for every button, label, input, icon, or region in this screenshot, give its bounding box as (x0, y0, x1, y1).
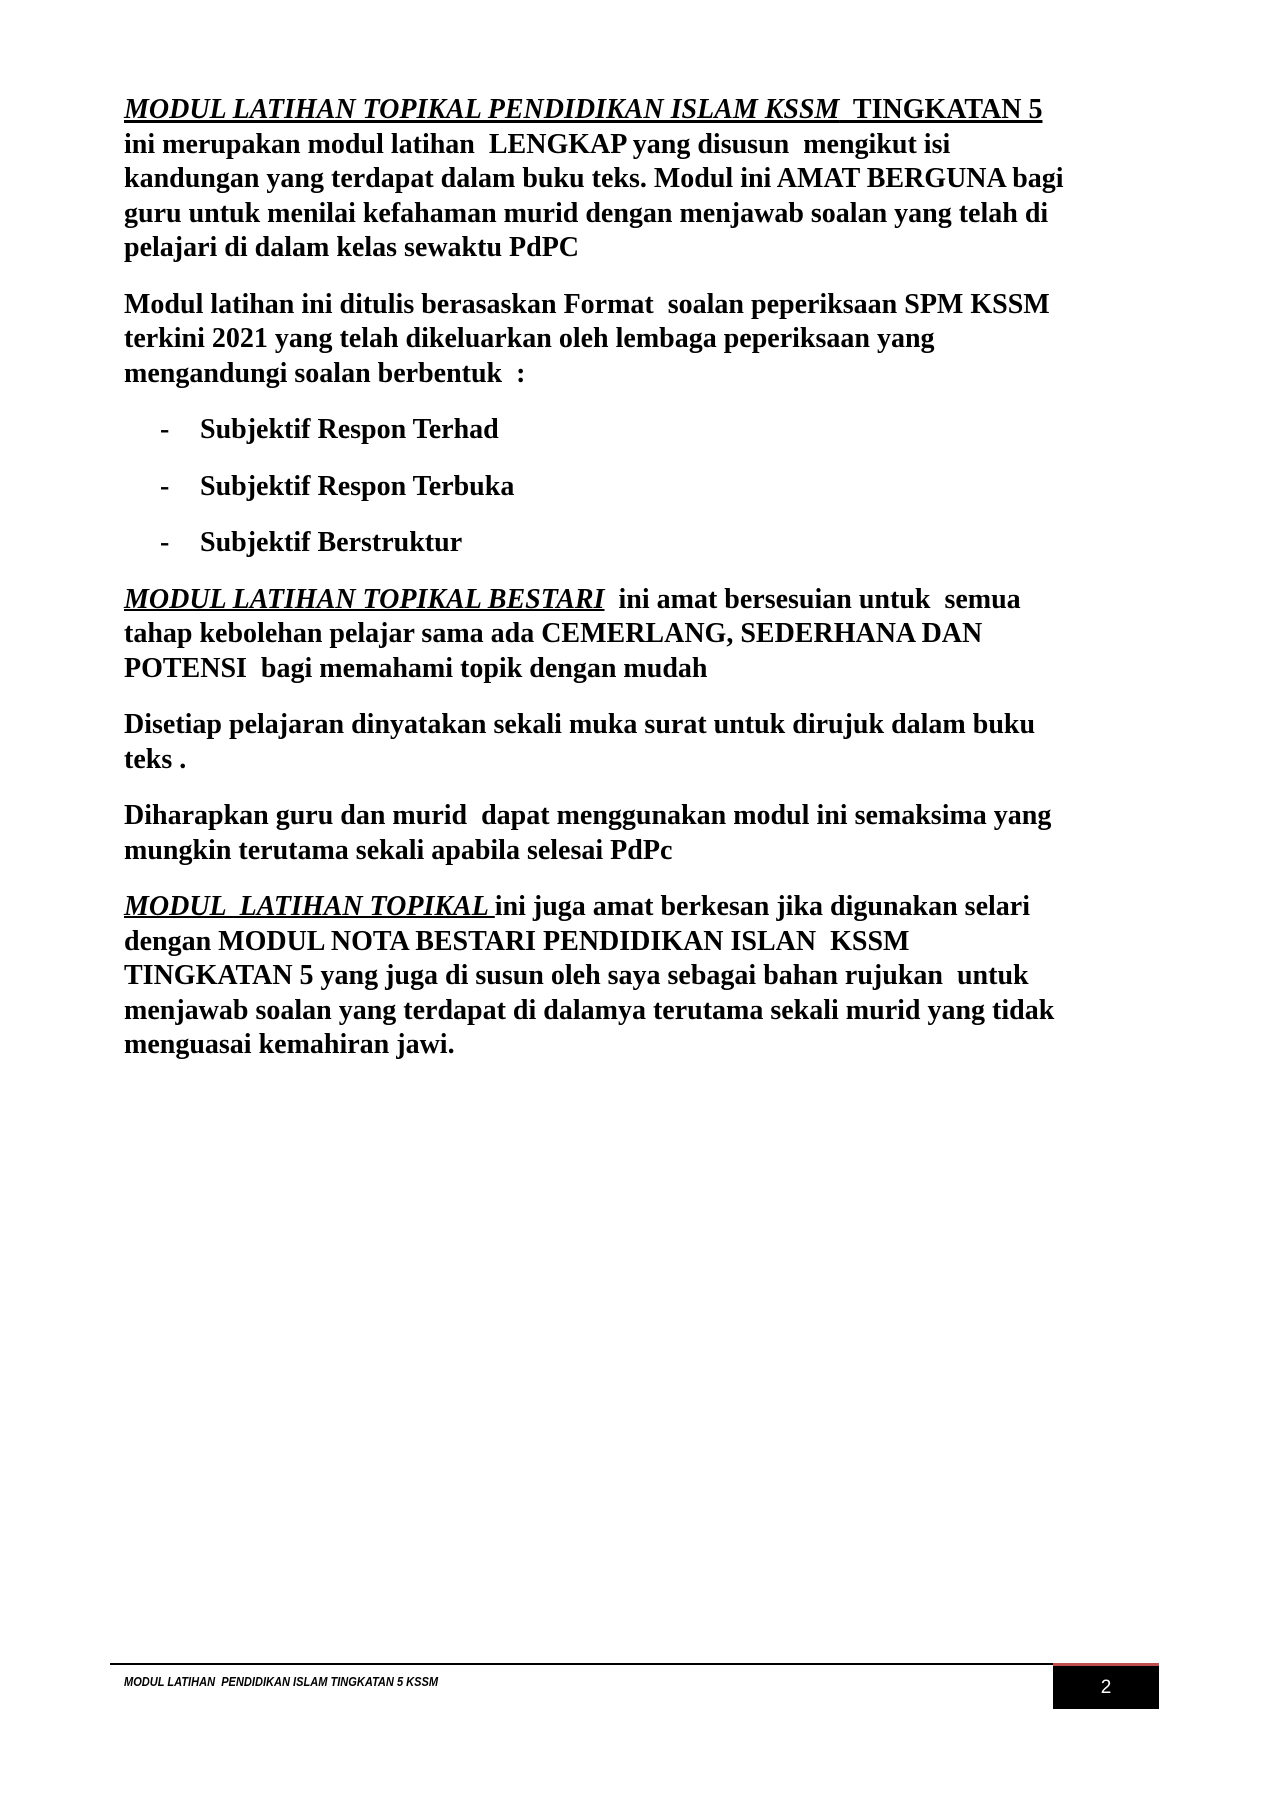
page-number: 2 (1100, 1676, 1112, 1698)
dash-bullet-icon: - (160, 527, 170, 558)
text-line: MODUL LATIHAN TOPIKAL ini juga amat berkesan jika digunakan selari (124, 891, 1030, 922)
footer-divider (110, 1663, 1053, 1665)
document-title: MODUL LATIHAN TOPIKAL PENDIDIKAN ISLAM KSSM TINGKATAN 5 (124, 94, 1043, 125)
intro-paragraph (124, 93, 1224, 266)
text-line: mungkin terutama sekali apabila selesai PdPc (124, 834, 673, 866)
page-content (124, 93, 1224, 1063)
text-line: kandungan yang terdapat dalam buku teks. Modul ini AMAT BERGUNA bagi (124, 163, 1064, 194)
text-line: terkini 2021 yang telah dikeluarkan oleh lembaga peperiksaan yang (124, 323, 935, 354)
text-line: TINGKATAN 5 yang juga di susun oleh saya sebagai bahan rujukan untuk (124, 960, 1029, 991)
text-line: MODUL LATIHAN TOPIKAL BESTARI ini amat bersesuian untuk semua (124, 583, 1021, 615)
dash-bullet-icon: - (160, 470, 170, 502)
text-line: Disetiap pelajaran dinyatakan sekali muka surat untuk dirujuk dalam buku (124, 709, 1036, 740)
text-line: dengan MODUL NOTA BESTARI PENDIDIKAN ISLAN KSSM (124, 925, 910, 957)
text-line: menguasai kemahiran jawi. (124, 1029, 455, 1060)
bestari-paragraph (124, 583, 1224, 687)
text-line: teks . (124, 743, 187, 775)
text-line: mengandungi soalan berbentuk : (124, 357, 526, 389)
footer-text: MODUL LATIHAN PENDIDIKAN ISLAM TINGKATAN 5 KSSM (124, 1674, 439, 1689)
text-line: tahap kebolehan pelajar sama ada CEMERLANG, SEDERHANA DAN (124, 618, 983, 649)
format-paragraph (124, 288, 1224, 392)
bullet-item: - Subjektif Berstruktur (124, 526, 1224, 561)
nota-paragraph (124, 890, 1224, 1063)
text-line: guru untuk menilai kefahaman murid dengan menjawab soalan yang telah di (124, 197, 1049, 229)
text-line: POTENSI bagi memahami topik dengan mudah (124, 652, 708, 684)
text-line: menjawab soalan yang terdapat di dalamya terutama sekali murid yang tidak (124, 994, 1055, 1026)
page-ref-paragraph (124, 708, 1224, 777)
dash-bullet-icon: - (160, 414, 170, 445)
text-line: Diharapkan guru dan murid dapat menggunakan modul ini semaksima yang (124, 800, 1052, 831)
bullet-item: - Subjektif Respon Terhad (124, 413, 1224, 448)
text-line: Modul latihan ini ditulis berasaskan Format soalan peperiksaan SPM KSSM (124, 288, 1050, 320)
text-line: pelajari di dalam kelas sewaktu PdPC (124, 232, 580, 263)
page-number-box (1053, 1666, 1159, 1709)
bullet-item: - Subjektif Respon Terbuka (124, 470, 1224, 505)
text-line: ini merupakan modul latihan LENGKAP yang disusun mengikut isi (124, 128, 951, 160)
hope-paragraph (124, 799, 1224, 868)
